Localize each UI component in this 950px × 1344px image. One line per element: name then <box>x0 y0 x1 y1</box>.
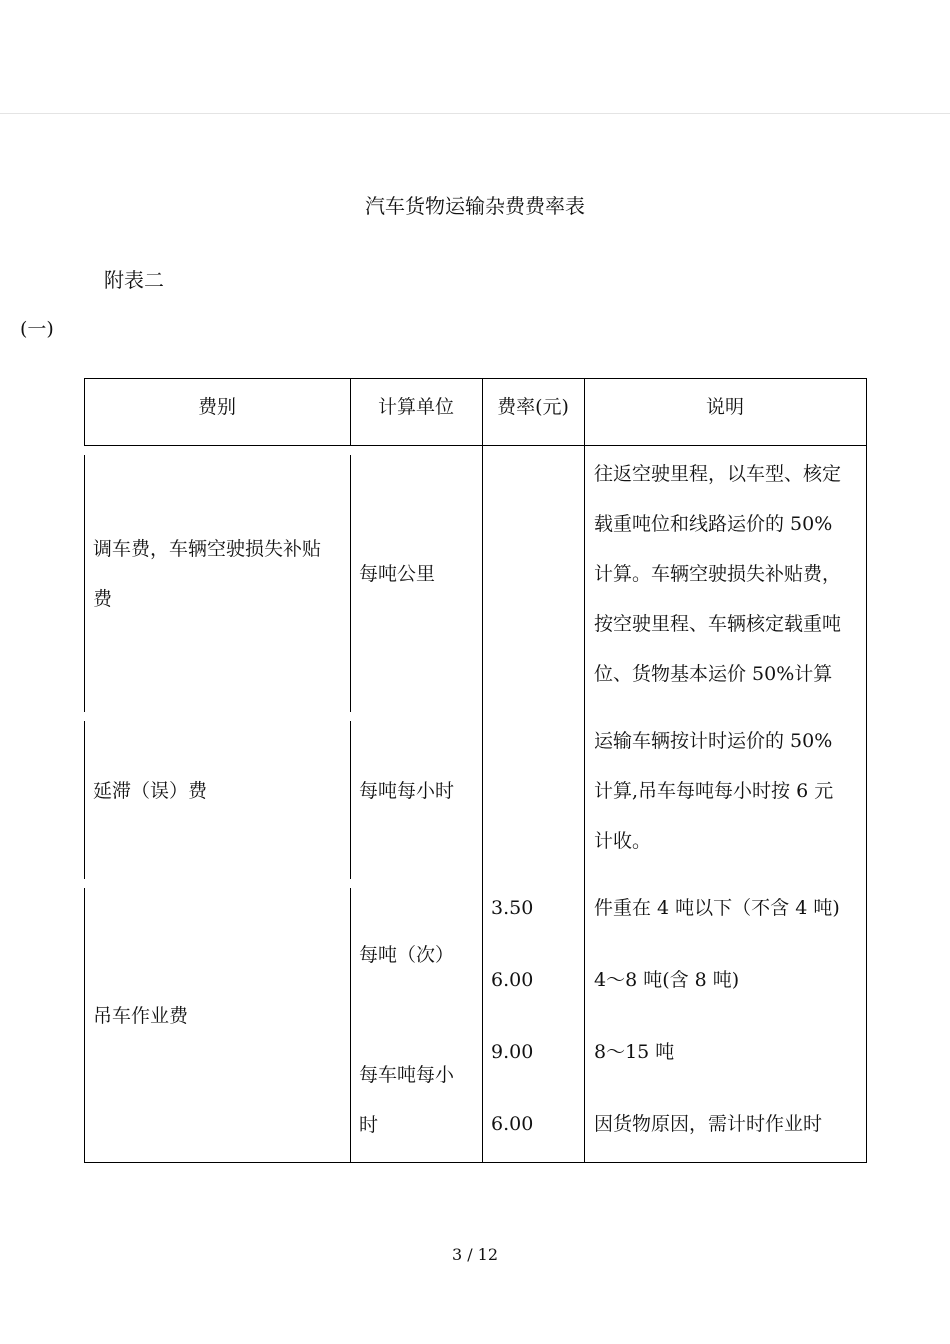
column-divider <box>350 721 351 879</box>
table-cell-description: 往返空驶里程，以车型、核定 <box>594 463 842 485</box>
table-cell-description: 按空驶里程、车辆核定载重吨 <box>594 613 842 635</box>
table-cell-fee: 吊车作业费 <box>93 1005 189 1027</box>
table-cell-rate: 6.00 <box>491 1113 534 1135</box>
table-cell-description: 运输车辆按计时运价的 50% <box>594 730 833 752</box>
header-description: 说明 <box>705 396 744 418</box>
table-cell-description: 4～8 吨(含 8 吨) <box>594 969 740 991</box>
header-rate: 费率(元) <box>497 396 569 418</box>
table-cell-fee: 调车费，车辆空驶损失补贴 <box>93 538 322 560</box>
table-cell-description: 位、货物基本运价 50%计算 <box>594 663 833 685</box>
header-unit: 计算单位 <box>377 396 454 418</box>
table-header-divider <box>84 445 867 446</box>
table-cell-unit: 每吨每小时 <box>359 780 455 802</box>
table-top-border <box>84 378 867 379</box>
table-cell-description: 8～15 吨 <box>594 1041 675 1063</box>
column-divider <box>350 455 351 712</box>
header-fee-type: 费别 <box>197 396 236 418</box>
table-cell-unit: 每吨公里 <box>359 563 436 585</box>
table-cell-rate: 9.00 <box>491 1041 534 1063</box>
table-cell-description: 计算。车辆空驶损失补贴费， <box>594 563 842 585</box>
page-top-divider <box>0 113 950 114</box>
table-cell-fee: 费 <box>93 588 113 610</box>
column-divider <box>84 455 85 712</box>
column-divider <box>482 445 483 1163</box>
appendix-label: 附表二 <box>104 268 164 292</box>
table-cell-description: 载重吨位和线路运价的 50% <box>594 513 833 535</box>
column-divider <box>350 888 351 1163</box>
column-divider <box>84 721 85 879</box>
table-cell-fee: 延滞（误）费 <box>93 780 208 802</box>
column-divider <box>584 445 585 1163</box>
table-bottom-border <box>84 1162 867 1163</box>
table-cell-description: 计算,吊车每吨每小时按 6 元 <box>594 780 834 802</box>
table-cell-description: 计收。 <box>594 830 652 852</box>
table-cell-rate: 3.50 <box>491 897 534 919</box>
table-cell-description: 件重在 4 吨以下（不含 4 吨) <box>594 897 840 919</box>
column-divider <box>866 445 867 1163</box>
section-label: (一) <box>20 318 54 340</box>
column-divider <box>84 888 85 1163</box>
document-title: 汽车货物运输杂费费率表 <box>365 194 585 218</box>
table-cell-description: 因货物原因，需计时作业时 <box>594 1113 823 1135</box>
column-divider <box>866 378 867 446</box>
table-cell-unit: 每吨（次） <box>359 944 455 966</box>
table-cell-unit: 时 <box>359 1114 379 1136</box>
page-number: 3 / 12 <box>451 1245 499 1264</box>
table-cell-rate: 6.00 <box>491 969 534 991</box>
table-cell-unit: 每车吨每小 <box>359 1064 455 1086</box>
